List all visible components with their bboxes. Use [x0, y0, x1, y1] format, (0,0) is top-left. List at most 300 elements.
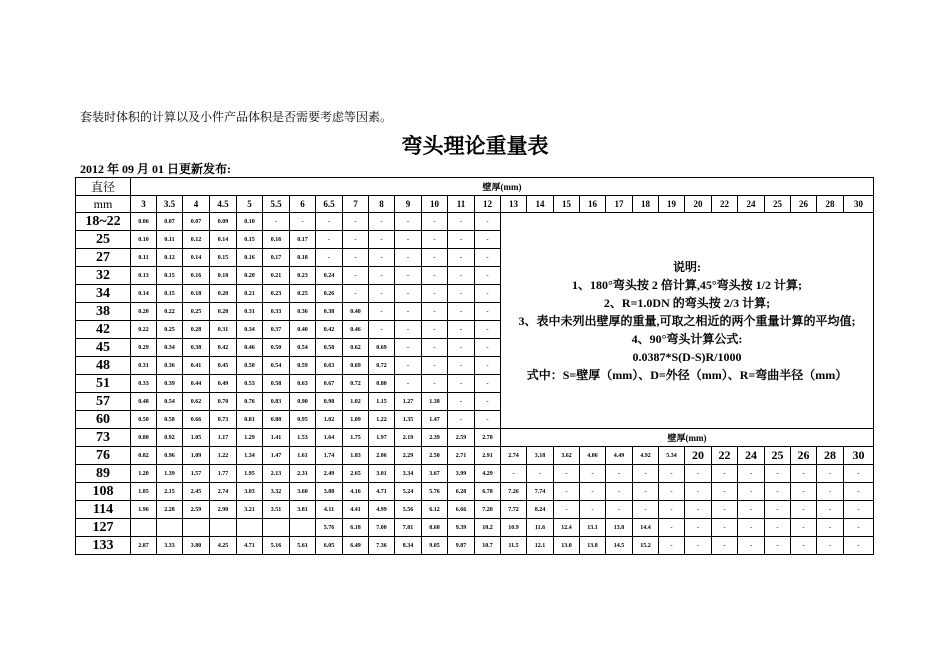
wall-col-header: 20 — [685, 196, 712, 213]
weight-cell: 2.19 — [395, 429, 422, 447]
table-row — [76, 213, 874, 231]
wall-col-header: 30 — [844, 196, 874, 213]
weight-cell: 4.11 — [316, 501, 343, 519]
weight-cell: 0.22 — [131, 321, 157, 339]
weight-cell: - — [422, 321, 448, 339]
weight-cell: 0.40 — [343, 303, 369, 321]
weight-cell: - — [422, 213, 448, 231]
weight-cell: - — [738, 483, 765, 501]
weight-cell: - — [395, 303, 422, 321]
weight-cell: 9.05 — [422, 537, 448, 555]
weight-cell: - — [738, 465, 765, 483]
diameter-cell: 38 — [76, 303, 131, 321]
weight-cell: - — [448, 357, 475, 375]
weight-cell — [157, 519, 183, 537]
weight-cell: 6.28 — [448, 483, 475, 501]
weight-cell: 2.13 — [263, 465, 290, 483]
weight-cell: 1.29 — [237, 429, 263, 447]
weight-cell: 0.62 — [343, 339, 369, 357]
wall-col-header: 5.5 — [263, 196, 290, 213]
weight-cell: - — [422, 375, 448, 393]
wall-thickness-subheader: 壁厚(mm) — [501, 429, 874, 447]
weight-cell: 0.07 — [157, 213, 183, 231]
wall-col-subheader: 24 — [738, 447, 765, 465]
weight-cell: - — [343, 285, 369, 303]
weight-cell: 0.11 — [131, 249, 157, 267]
weight-cell: 6.66 — [448, 501, 475, 519]
weight-cell: - — [554, 483, 580, 501]
note-line-4: 4、90°弯头计算公式: — [631, 331, 743, 346]
weight-cell: - — [685, 465, 712, 483]
weight-cell: 0.42 — [316, 321, 343, 339]
weight-cell: - — [501, 465, 527, 483]
weight-cell: - — [369, 213, 395, 231]
intro-text: 套装时体积的计算以及小件产品体积是否需要考虑等因素。 — [80, 110, 393, 124]
weight-cell: 4.92 — [633, 447, 659, 465]
weight-cell: 2.90 — [210, 501, 237, 519]
weight-cell: - — [316, 231, 343, 249]
weight-cell: 0.25 — [157, 321, 183, 339]
weight-cell: 0.92 — [157, 429, 183, 447]
page-title: 弯头理论重量表 — [401, 134, 549, 158]
weight-cell: - — [765, 537, 791, 555]
table-row — [76, 429, 874, 447]
weight-cell: - — [369, 285, 395, 303]
weight-cell: - — [791, 501, 817, 519]
weight-cell: 6.18 — [343, 519, 369, 537]
weight-cell: 0.50 — [131, 411, 157, 429]
weight-cell: 1.02 — [343, 393, 369, 411]
weight-cell: 5.16 — [263, 537, 290, 555]
weight-cell: 1.22 — [369, 411, 395, 429]
weight-cell: 0.49 — [210, 375, 237, 393]
weight-cell: 0.62 — [183, 393, 210, 411]
weight-cell: - — [685, 483, 712, 501]
weight-cell: 0.12 — [183, 231, 210, 249]
weight-cell: - — [738, 519, 765, 537]
weight-cell: - — [395, 357, 422, 375]
weight-cell: 0.36 — [157, 357, 183, 375]
wall-col-subheader: 22 — [712, 447, 738, 465]
weight-cell: - — [448, 213, 475, 231]
wall-col-header: 5 — [237, 196, 263, 213]
wall-col-header: 16 — [580, 196, 606, 213]
weight-cell: 0.33 — [263, 303, 290, 321]
weight-cell: - — [738, 501, 765, 519]
weight-cell: 3.99 — [448, 465, 475, 483]
weight-cell: 0.10 — [131, 231, 157, 249]
weight-cell: 14.4 — [633, 519, 659, 537]
weight-cell: - — [554, 501, 580, 519]
weight-cell: 0.12 — [157, 249, 183, 267]
wall-col-header: 8 — [369, 196, 395, 213]
weight-cell — [183, 519, 210, 537]
weight-cell: 2.39 — [422, 429, 448, 447]
weight-cell: 2.29 — [395, 447, 422, 465]
weight-cell: 1.05 — [183, 429, 210, 447]
weight-cell: 0.53 — [237, 375, 263, 393]
weight-cell: 2.65 — [343, 465, 369, 483]
weight-cell: 1.57 — [183, 465, 210, 483]
weight-cell: 10.9 — [501, 519, 527, 537]
diameter-cell: 42 — [76, 321, 131, 339]
weight-cell: 0.23 — [263, 285, 290, 303]
weight-cell: - — [791, 465, 817, 483]
weight-cell: 12.1 — [527, 537, 554, 555]
weight-cell: 7.81 — [395, 519, 422, 537]
wall-col-header: 19 — [659, 196, 685, 213]
weight-cell: 2.50 — [422, 447, 448, 465]
weight-cell: - — [448, 285, 475, 303]
weight-cell: - — [606, 483, 633, 501]
wall-thickness-header: 壁厚(mm) — [131, 178, 874, 196]
weight-cell: 0.45 — [210, 357, 237, 375]
weight-cell: 1.53 — [290, 429, 316, 447]
weight-cell: 1.75 — [343, 429, 369, 447]
weight-cell: 0.25 — [183, 303, 210, 321]
weight-cell: 7.20 — [475, 501, 501, 519]
weight-cell: - — [817, 519, 844, 537]
weight-cell: 0.18 — [290, 249, 316, 267]
weight-cell: 7.74 — [527, 483, 554, 501]
weight-cell: 4.06 — [580, 447, 606, 465]
weight-cell: 6.78 — [475, 483, 501, 501]
weight-cell: - — [712, 537, 738, 555]
wall-col-header: 4 — [183, 196, 210, 213]
weight-cell: 4.71 — [237, 537, 263, 555]
weight-cell: 1.97 — [369, 429, 395, 447]
weight-cell: 0.58 — [157, 411, 183, 429]
weight-cell: 7.00 — [369, 519, 395, 537]
weight-cell: 0.29 — [131, 339, 157, 357]
weight-cell: - — [817, 465, 844, 483]
wall-col-header: 11 — [448, 196, 475, 213]
weight-cell: - — [817, 501, 844, 519]
weight-cell: - — [475, 339, 501, 357]
weight-cell: - — [448, 339, 475, 357]
weight-cell: 6.05 — [316, 537, 343, 555]
diameter-cell: 108 — [76, 483, 131, 501]
weight-cell: - — [475, 393, 501, 411]
diameter-header: 直径 — [76, 178, 131, 196]
weight-cell: 6.12 — [422, 501, 448, 519]
weight-cell: 0.34 — [237, 321, 263, 339]
weight-cell: 1.27 — [395, 393, 422, 411]
weight-cell: 13.1 — [580, 519, 606, 537]
weight-cell: 0.15 — [157, 285, 183, 303]
weight-cell: - — [659, 483, 685, 501]
weight-cell: 4.71 — [369, 483, 395, 501]
weight-cell: - — [844, 519, 874, 537]
diameter-cell: 127 — [76, 519, 131, 537]
weight-cell: 9.87 — [448, 537, 475, 555]
wall-col-header: 7 — [343, 196, 369, 213]
weight-cell: 0.80 — [131, 429, 157, 447]
weight-cell: - — [395, 213, 422, 231]
weight-cell: 7.26 — [501, 483, 527, 501]
weight-cell: 1.74 — [316, 447, 343, 465]
weight-cell: 0.14 — [183, 249, 210, 267]
weight-cell: - — [685, 519, 712, 537]
weight-cell: 0.34 — [157, 339, 183, 357]
weight-cell: - — [765, 501, 791, 519]
weight-cell: 0.83 — [263, 393, 290, 411]
weight-cell: - — [738, 537, 765, 555]
weight-cell: 13.8 — [580, 537, 606, 555]
weight-cell: 0.15 — [210, 249, 237, 267]
wall-col-header: 22 — [712, 196, 738, 213]
note-line-1: 1、180°弯头按 2 倍计算,45°弯头按 1/2 计算; — [572, 277, 802, 292]
weight-cell: - — [369, 303, 395, 321]
weight-cell: - — [606, 501, 633, 519]
weight-cell: 2.74 — [501, 447, 527, 465]
weight-cell: 0.17 — [290, 231, 316, 249]
weight-cell: 2.87 — [131, 537, 157, 555]
weight-cell: 1.39 — [157, 465, 183, 483]
diameter-cell: 76 — [76, 447, 131, 465]
weight-cell: - — [791, 537, 817, 555]
weight-cell: 0.09 — [210, 213, 237, 231]
weight-cell: - — [712, 483, 738, 501]
weight-cell: 0.67 — [316, 375, 343, 393]
weight-cell: 0.90 — [290, 393, 316, 411]
weight-cell: 10.2 — [475, 519, 501, 537]
weight-cell: - — [369, 321, 395, 339]
wall-col-header: 28 — [817, 196, 844, 213]
weight-cell: - — [475, 285, 501, 303]
weight-table — [75, 177, 874, 555]
wall-col-header: 26 — [791, 196, 817, 213]
weight-cell: 13.0 — [554, 537, 580, 555]
weight-cell: 0.24 — [316, 267, 343, 285]
weight-cell: 5.24 — [395, 483, 422, 501]
weight-cell: 0.10 — [237, 213, 263, 231]
weight-cell: 7.36 — [369, 537, 395, 555]
weight-cell: - — [475, 267, 501, 285]
weight-cell: - — [448, 267, 475, 285]
weight-cell: 10.7 — [475, 537, 501, 555]
weight-cell: 1.02 — [316, 411, 343, 429]
weight-cell: - — [844, 465, 874, 483]
weight-cell: - — [580, 483, 606, 501]
weight-cell: 0.46 — [343, 321, 369, 339]
weight-cell: - — [316, 249, 343, 267]
weight-cell — [263, 519, 290, 537]
weight-cell: 3.62 — [554, 447, 580, 465]
weight-cell: 0.21 — [263, 267, 290, 285]
weight-cell: 1.85 — [131, 483, 157, 501]
weight-cell: 5.76 — [316, 519, 343, 537]
note-line-5: 式中：S=壁厚（mm）、D=外径（mm）、R=弯曲半径（mm） — [526, 367, 848, 382]
diameter-cell: 57 — [76, 393, 131, 411]
weight-cell: - — [369, 249, 395, 267]
weight-cell: - — [475, 231, 501, 249]
weight-cell: 0.37 — [263, 321, 290, 339]
weight-cell: - — [316, 213, 343, 231]
weight-cell: 3.01 — [369, 465, 395, 483]
diameter-cell: 51 — [76, 375, 131, 393]
weight-cell: - — [475, 303, 501, 321]
wall-col-header: 24 — [738, 196, 765, 213]
weight-cell: 0.70 — [210, 393, 237, 411]
weight-cell: 0.69 — [343, 357, 369, 375]
weight-cell: 0.16 — [183, 267, 210, 285]
weight-cell: 0.13 — [131, 267, 157, 285]
weight-cell: 5.56 — [395, 501, 422, 519]
weight-cell: 0.40 — [290, 321, 316, 339]
weight-cell: 0.81 — [237, 411, 263, 429]
weight-cell: - — [659, 537, 685, 555]
weight-cell: 4.29 — [475, 465, 501, 483]
weight-cell: - — [448, 303, 475, 321]
weight-cell: 0.58 — [316, 339, 343, 357]
weight-cell: 0.39 — [157, 375, 183, 393]
weight-cell: 0.66 — [183, 411, 210, 429]
weight-cell: - — [765, 483, 791, 501]
weight-cell: - — [659, 501, 685, 519]
weight-cell: 0.50 — [237, 357, 263, 375]
weight-cell: 3.88 — [316, 483, 343, 501]
weight-cell: - — [475, 213, 501, 231]
diameter-cell: 133 — [76, 537, 131, 555]
weight-cell: - — [448, 321, 475, 339]
diameter-cell: 114 — [76, 501, 131, 519]
weight-cell: - — [765, 519, 791, 537]
weight-cell: - — [475, 375, 501, 393]
diameter-cell: 48 — [76, 357, 131, 375]
weight-cell: 0.98 — [316, 393, 343, 411]
weight-cell: - — [395, 321, 422, 339]
weight-cell: 2.45 — [183, 483, 210, 501]
weight-cell: - — [475, 411, 501, 429]
weight-cell: 0.54 — [157, 393, 183, 411]
weight-cell: 3.21 — [237, 501, 263, 519]
wall-col-header: 18 — [633, 196, 659, 213]
weight-cell: 4.49 — [606, 447, 633, 465]
weight-cell: - — [606, 465, 633, 483]
weight-cell: 2.74 — [210, 483, 237, 501]
weight-cell: 0.72 — [343, 375, 369, 393]
note-line-2: 2、R=1.0DN 的弯头按 2/3 计算; — [603, 295, 771, 310]
weight-cell: 0.38 — [316, 303, 343, 321]
weight-cell: 0.14 — [210, 231, 237, 249]
weight-cell: - — [343, 267, 369, 285]
header-row-2 — [76, 196, 874, 213]
weight-cell: 0.14 — [131, 285, 157, 303]
weight-cell: 0.63 — [290, 375, 316, 393]
weight-cell: 5.34 — [659, 447, 685, 465]
weight-cell: - — [263, 213, 290, 231]
weight-cell — [131, 519, 157, 537]
weight-cell: 1.09 — [183, 447, 210, 465]
weight-cell: 1.83 — [343, 447, 369, 465]
weight-cell: 0.76 — [237, 393, 263, 411]
weight-cell: 1.34 — [237, 447, 263, 465]
weight-cell: - — [712, 465, 738, 483]
weight-cell: 0.54 — [263, 357, 290, 375]
weight-cell: 1.20 — [131, 465, 157, 483]
weight-cell: - — [580, 501, 606, 519]
wall-col-header: 9 — [395, 196, 422, 213]
weight-cell: 2.91 — [475, 447, 501, 465]
weight-cell: - — [712, 519, 738, 537]
weight-cell: - — [395, 375, 422, 393]
weight-cell: 9.39 — [448, 519, 475, 537]
weight-cell — [237, 519, 263, 537]
weight-cell: 1.64 — [316, 429, 343, 447]
weight-cell: 0.20 — [131, 303, 157, 321]
weight-cell — [290, 519, 316, 537]
wall-col-header: 6 — [290, 196, 316, 213]
weight-cell: 0.28 — [183, 321, 210, 339]
weight-cell: - — [791, 483, 817, 501]
table-row — [76, 483, 874, 501]
weight-cell: 0.28 — [210, 303, 237, 321]
weight-cell: - — [422, 285, 448, 303]
table-row — [76, 465, 874, 483]
weight-cell: - — [844, 483, 874, 501]
diameter-cell: 32 — [76, 267, 131, 285]
weight-cell: 0.36 — [290, 303, 316, 321]
weight-cell: - — [712, 501, 738, 519]
weight-cell: - — [290, 213, 316, 231]
wall-col-header: 3 — [131, 196, 157, 213]
weight-cell: - — [448, 249, 475, 267]
weight-cell: - — [448, 375, 475, 393]
update-date: 2012 年 09 月 01 日更新发布: — [80, 162, 231, 176]
weight-cell: 1.17 — [210, 429, 237, 447]
weight-cell: 1.96 — [131, 501, 157, 519]
weight-cell: - — [633, 465, 659, 483]
table-row — [76, 537, 874, 555]
weight-cell: 11.6 — [527, 519, 554, 537]
diameter-cell: 89 — [76, 465, 131, 483]
weight-cell: - — [422, 249, 448, 267]
weight-cell: 1.35 — [395, 411, 422, 429]
weight-cell: 14.5 — [606, 537, 633, 555]
note-formula: 0.0387*S(D-S)R/1000 — [632, 349, 742, 364]
weight-cell: 1.95 — [237, 465, 263, 483]
weight-cell: 0.41 — [183, 357, 210, 375]
weight-cell: 2.59 — [448, 429, 475, 447]
weight-cell: 0.06 — [131, 213, 157, 231]
weight-cell: 1.22 — [210, 447, 237, 465]
wall-col-header: 25 — [765, 196, 791, 213]
weight-cell: 8.24 — [527, 501, 554, 519]
wall-col-subheader: 28 — [817, 447, 844, 465]
weight-cell: 1.47 — [263, 447, 290, 465]
weight-cell: 4.25 — [210, 537, 237, 555]
weight-cell: 0.50 — [263, 339, 290, 357]
weight-cell: 0.80 — [369, 375, 395, 393]
header-row-1 — [76, 178, 874, 196]
weight-cell: 0.33 — [131, 375, 157, 393]
weight-cell: - — [343, 249, 369, 267]
weight-cell: 3.18 — [527, 447, 554, 465]
weight-cell: 0.31 — [210, 321, 237, 339]
weight-cell: 0.18 — [183, 285, 210, 303]
diameter-cell: 60 — [76, 411, 131, 429]
weight-cell: 3.03 — [237, 483, 263, 501]
weight-cell: 0.46 — [237, 339, 263, 357]
weight-cell: - — [633, 501, 659, 519]
weight-cell: - — [395, 267, 422, 285]
weight-cell: 0.07 — [183, 213, 210, 231]
weight-cell: 8.34 — [395, 537, 422, 555]
weight-cell: 2.28 — [157, 501, 183, 519]
weight-cell: - — [685, 537, 712, 555]
diameter-cell: 34 — [76, 285, 131, 303]
